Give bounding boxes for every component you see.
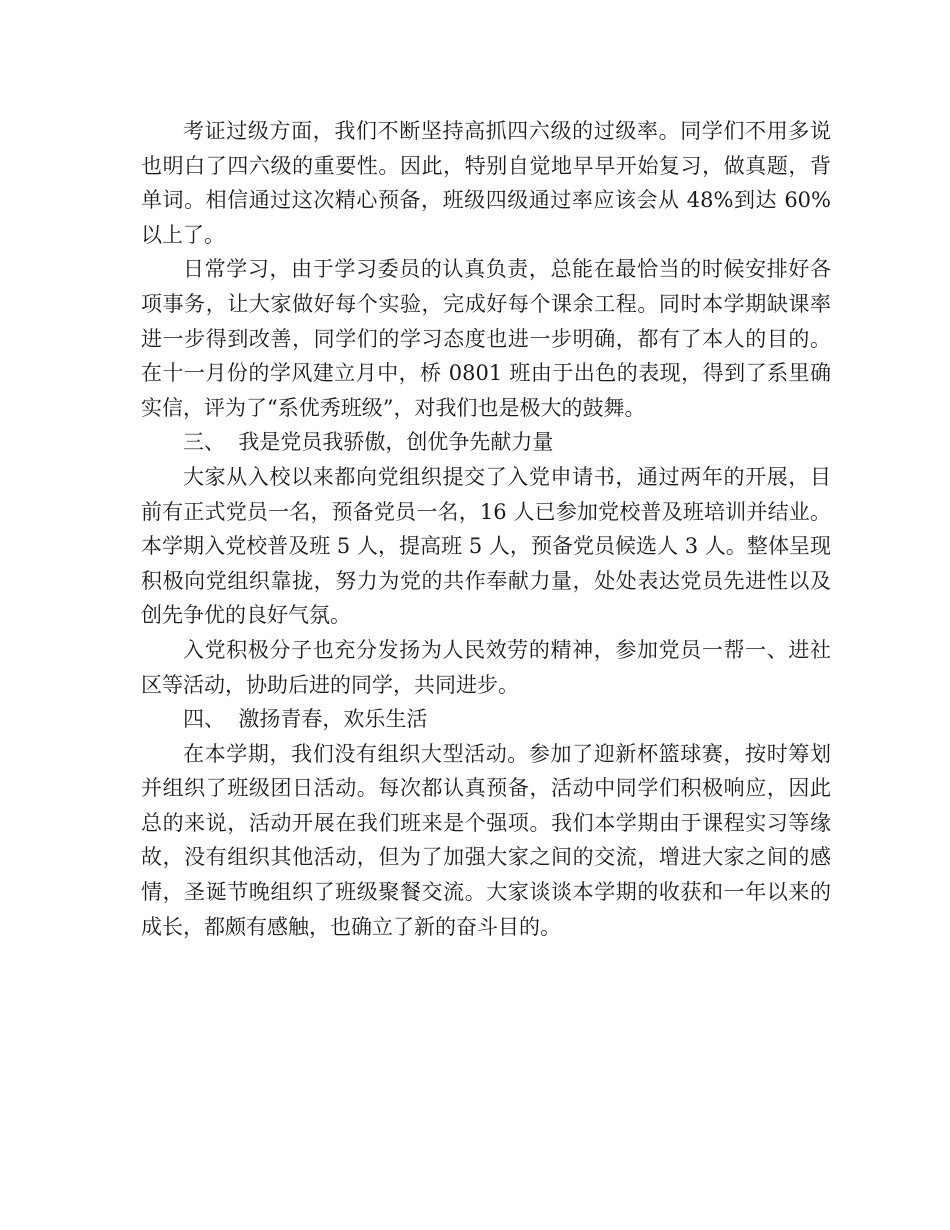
paragraph-party-application: 大家从入校以来都向党组织提交了入党申请书，通过两年的开展，目前有正式党员一名，预备党员一名，16 人已参加党校普及班培训并结业。本学期入党校普及班 5 人，提高班 5 人，预备党员候选人 3 人。整体呈现积极向党组织靠拢，努力为党的共作奉献力量，处处表达党员先进性以及创先争优的良好气氛。	[141, 464, 831, 628]
document-body	[141, 114, 831, 944]
paragraph-daily-study: 日常学习，由于学习委员的认真负责，总能在最恰当的时候安排好各项事务，让大家做好每个实验，完成好每个课余工程。同时本学期缺课率进一步得到改善，同学们的学习态度也进一步明确，都有了本人的目的。在十一月份的学风建立月中，桥 0801 班由于出色的表现，得到了系里确实信，评为了“系优秀班级”，对我们也是极大的鼓舞。	[141, 257, 831, 420]
paragraph-party-activists: 入党积极分子也充分发扬为人民效劳的精神，参加党员一帮一、进社区等活动，协助后进的同学，共同进步。	[141, 637, 831, 697]
section-heading-four: 四、 激扬青春，欢乐生活	[183, 707, 428, 732]
paragraph-exam-pass-rate: 考证过级方面，我们不断坚持高抓四六级的过级率。同学们不用多说也明白了四六级的重要性。因此，特别自觉地早早开始复习，做真题，背单词。相信通过这次精心预备，班级四级通过率应该会从 48%到达 60%以上了。	[141, 119, 831, 247]
paragraph-activities: 在本学期，我们没有组织大型活动。参加了迎新杯篮球赛，按时筹划并组织了班级团日活动。每次都认真预备，活动中同学们积极响应，因此总的来说，活动开展在我们班来是个强项。我们本学期由于课程实习等缘故，没有组织其他活动，但为了加强大家之间的交流，增进大家之间的感情，圣诞节晚组织了班级聚餐交流。大家谈谈本学期的收获和一年以来的成长，都颇有感触，也确立了新的奋斗目的。	[141, 741, 831, 939]
section-heading-three: 三、 我是党员我骄傲，创优争先献力量	[183, 430, 554, 455]
